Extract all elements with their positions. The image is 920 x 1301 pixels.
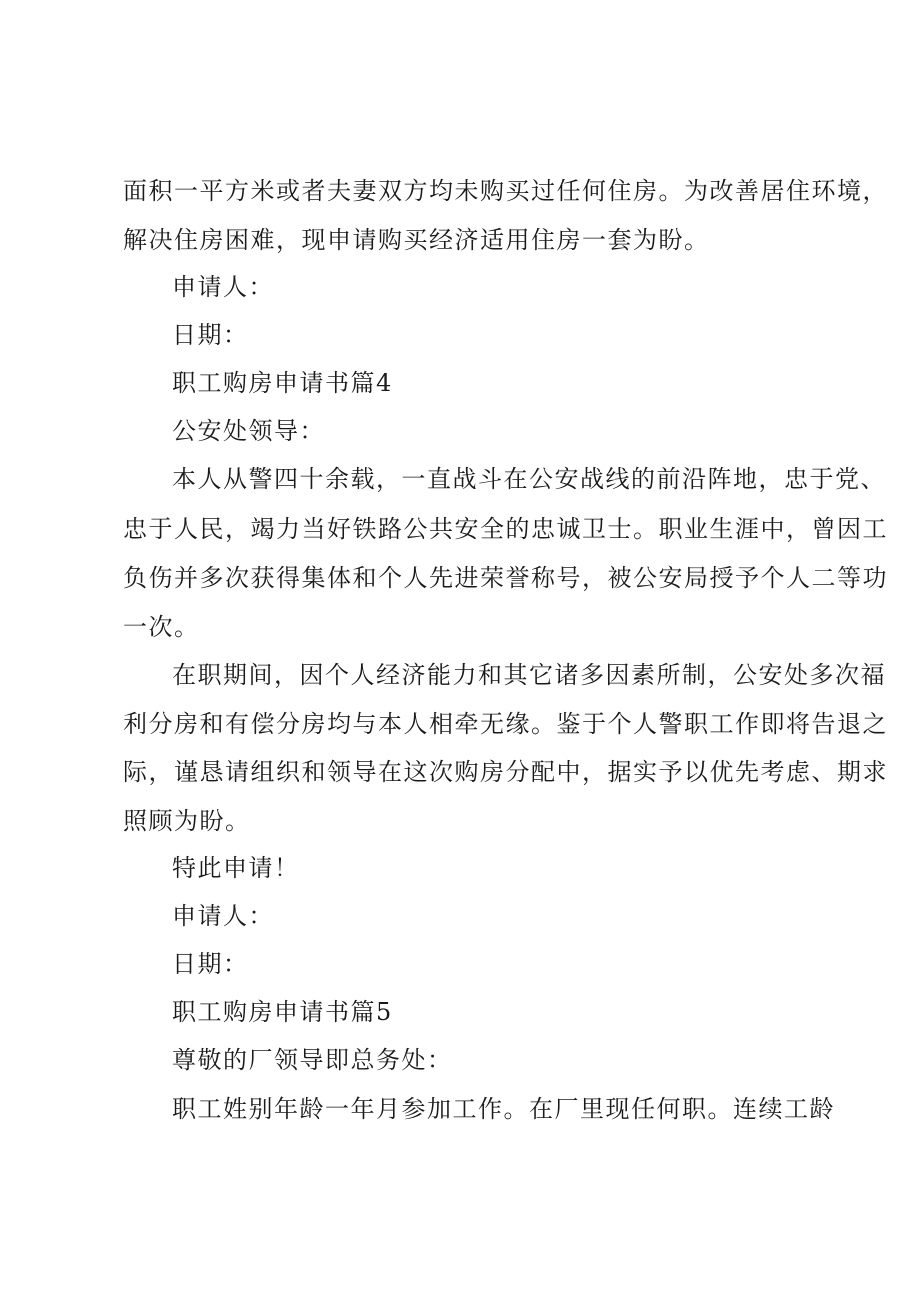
date-label: 日期： xyxy=(172,321,249,349)
paragraph-line: 本人从警四十余载，一直战斗在公安战线的前沿阵地，忠于党、 xyxy=(172,465,886,493)
paragraph-line: 面积一平方米或者夫妻双方均未购买过任何住房。为改善居住环境， xyxy=(123,177,888,205)
date-label: 日期： xyxy=(172,950,249,978)
salutation: 公安处领导： xyxy=(172,417,325,445)
paragraph-line: 利分房和有偿分房均与本人相牵无缘。鉴于个人警职工作即将告退之 xyxy=(123,710,888,738)
paragraph-line: 一次。 xyxy=(123,613,200,641)
paragraph-line: 职工姓别年龄一年月参加工作。在厂里现任何职。连续工龄 xyxy=(172,1095,835,1123)
paragraph-line: 解决住房困难，现申请购买经济适用住房一套为盼。 xyxy=(123,226,710,254)
salutation: 尊敬的厂领导即总务处： xyxy=(172,1046,453,1074)
section-heading: 职工购房申请书篇4 xyxy=(172,369,393,397)
paragraph-line: 际，谨恳请组织和领导在这次购房分配中，据实予以优先考虑、期求 xyxy=(123,758,888,786)
applicant-label: 申请人： xyxy=(172,273,274,301)
section-heading: 职工购房申请书篇5 xyxy=(172,998,393,1026)
closing-line: 特此申请！ xyxy=(172,854,300,882)
paragraph-line: 忠于人民，竭力当好铁路公共安全的忠诚卫士。职业生涯中，曾因工 xyxy=(123,515,888,543)
applicant-label: 申请人： xyxy=(172,902,274,930)
paragraph-line: 在职期间，因个人经济能力和其它诸多因素所制，公安处多次福 xyxy=(172,661,886,689)
paragraph-line: 负伤并多次获得集体和个人先进荣誉称号，被公安局授予个人二等功 xyxy=(123,564,888,592)
paragraph-line: 照顾为盼。 xyxy=(123,807,251,835)
